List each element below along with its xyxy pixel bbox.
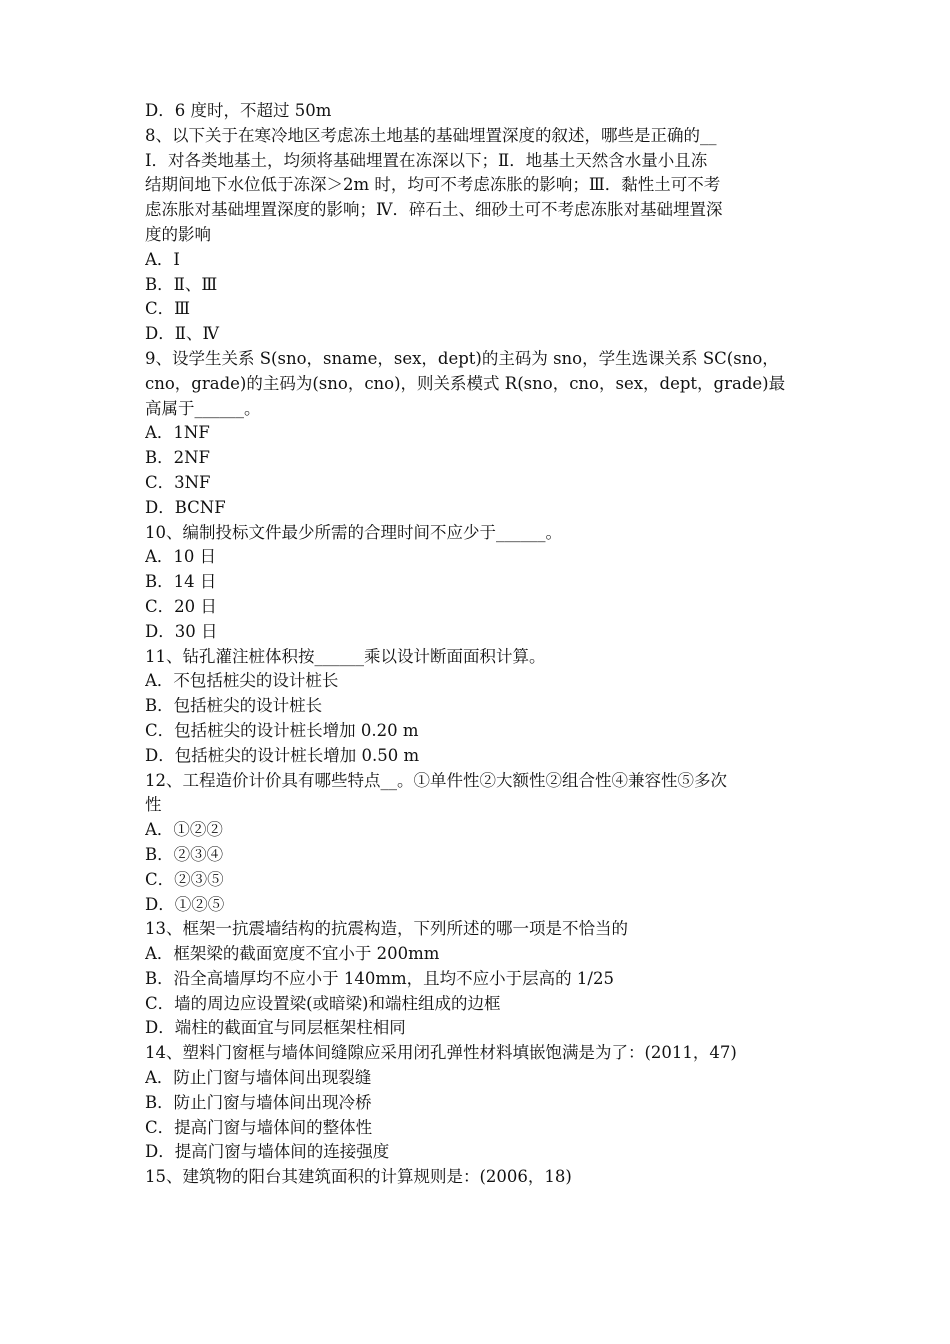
answer-option: B．防止门窗与墙体间出现冷桥 <box>145 1092 372 1112</box>
question-11-stem: 11、钻孔灌注桩体积按______乘以设计断面面积计算。 <box>145 646 546 666</box>
question-8-stem: Ⅰ．对各类地基土，均须将基础埋置在冻深以下；Ⅱ．地基土天然含水量小且冻 <box>145 150 708 170</box>
question-12-stem: 12、工程造价计价具有哪些特点__。①单件性②大额性②组合性④兼容性⑤多次 <box>145 770 727 790</box>
question-12-stem: 性 <box>145 795 162 815</box>
answer-option: A．1NF <box>145 423 210 443</box>
question-15-stem: 15、建筑物的阳台其建筑面积的计算规则是：(2006，18) <box>145 1167 572 1187</box>
answer-option: D．包括桩尖的设计桩长增加 0.50 m <box>145 745 420 765</box>
answer-option: A．框架梁的截面宽度不宜小于 200mm <box>145 944 440 964</box>
answer-option: A．防止门窗与墙体间出现裂缝 <box>145 1068 372 1088</box>
answer-option: C．Ⅲ <box>145 299 191 319</box>
question-9-stem: 高属于______。 <box>145 398 261 418</box>
answer-option: D．①②⑤ <box>145 894 225 914</box>
answer-option: B．②③④ <box>145 844 224 864</box>
answer-option: C．②③⑤ <box>145 869 224 889</box>
question-14-stem: 14、塑料门窗框与墙体间缝隙应采用闭孔弹性材料填嵌饱满是为了：(2011，47) <box>145 1043 737 1063</box>
answer-option: B．包括桩尖的设计桩长 <box>145 696 323 716</box>
answer-option: D．6 度时，不超过 50m <box>145 101 332 120</box>
question-10-stem: 10、编制投标文件最少所需的合理时间不应少于______。 <box>145 522 562 542</box>
question-8-stem: 8、以下关于在寒冷地区考虑冻土地基的基础埋置深度的叙述，哪些是正确的__ <box>145 125 717 145</box>
question-9-stem: 9、设学生关系 S(sno，sname，sex，dept)的主码为 sno，学生选课关系 SC(sno， <box>145 348 779 368</box>
answer-option: C．提高门窗与墙体间的整体性 <box>145 1117 373 1137</box>
answer-option: C．墙的周边应设置梁(或暗梁)和端柱组成的边框 <box>145 993 501 1013</box>
answer-option: D．端柱的截面宜与同层框架柱相同 <box>145 1018 406 1038</box>
question-8-stem: 结期间地下水位低于冻深＞2m 时，均可不考虑冻胀的影响；Ⅲ．黏性土可不考 <box>145 175 721 195</box>
answer-option: B．14 日 <box>145 572 217 592</box>
document-body <box>145 99 810 1190</box>
answer-option: D．提高门窗与墙体间的连接强度 <box>145 1142 390 1162</box>
answer-option: B．沿全高墙厚均不应小于 140mm，且均不应小于层高的 1/25 <box>145 968 614 988</box>
answer-option: C．3NF <box>145 472 211 492</box>
answer-option: C．20 日 <box>145 596 217 616</box>
answer-option: D．BCNF <box>145 497 226 517</box>
answer-option: A．不包括桩尖的设计桩长 <box>145 671 339 691</box>
question-8-stem: 度的影响 <box>145 224 211 244</box>
answer-option: B．2NF <box>145 448 211 468</box>
answer-option: B．Ⅱ、Ⅲ <box>145 274 218 294</box>
question-9-stem: cno，grade)的主码为(sno，cno)，则关系模式 R(sno，cno，sex，dept，grade)最 <box>145 373 786 393</box>
question-8-stem: 虑冻胀对基础埋置深度的影响；Ⅳ．碎石土、细砂土可不考虑冻胀对基础埋置深 <box>145 200 723 220</box>
answer-option: A．Ⅰ <box>145 249 180 269</box>
answer-option: A．①②② <box>145 820 223 840</box>
answer-option: D．Ⅱ、Ⅳ <box>145 324 219 344</box>
answer-option: A．10 日 <box>145 547 217 567</box>
answer-option: D．30 日 <box>145 621 218 641</box>
question-13-stem: 13、框架一抗震墙结构的抗震构造，下列所述的哪一项是不恰当的 <box>145 919 628 939</box>
answer-option: C．包括桩尖的设计桩长增加 0.20 m <box>145 720 419 740</box>
